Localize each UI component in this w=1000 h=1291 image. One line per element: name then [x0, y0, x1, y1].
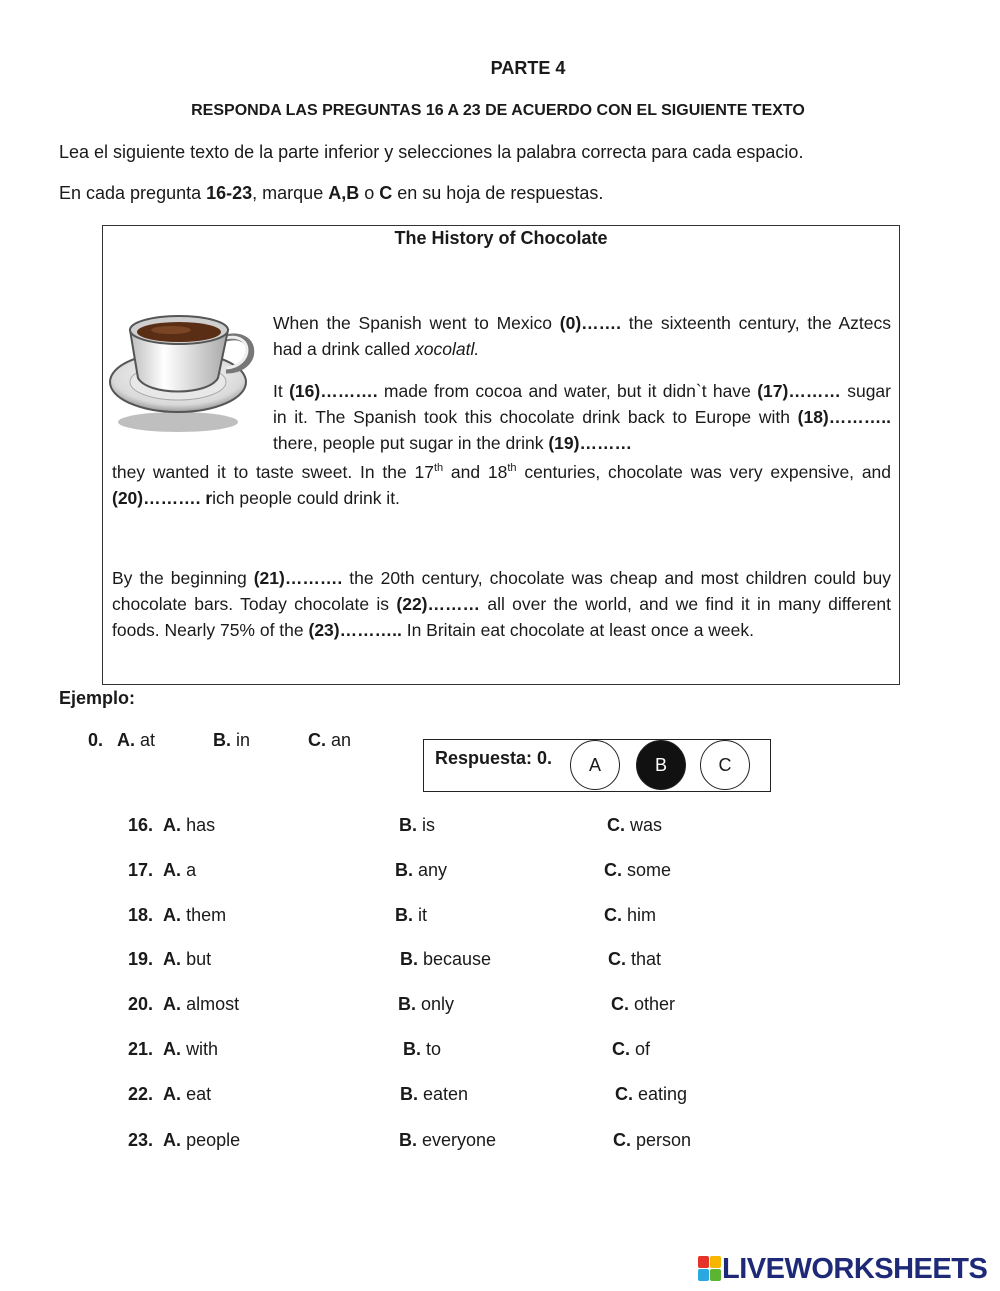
- option-letter: A.: [163, 905, 182, 925]
- option-letter: B.: [399, 815, 417, 835]
- option-letter: A.: [163, 1039, 182, 1059]
- question-number: 17.: [128, 860, 154, 880]
- question-number: 18.: [128, 905, 154, 925]
- passage-paragraph-2-top: It (16)………. made from cocoa and water, but it didn`t have (17)……… sugar in it. The Spanish took this chocolate drink back to Europe with (18)……….. there, people put sugar in the drink (19)………: [273, 381, 891, 453]
- question-17-option-b[interactable]: [395, 860, 447, 881]
- gap-19: (19)………: [548, 433, 632, 453]
- example-option-c: C. an: [308, 730, 352, 750]
- option-letter: A.: [163, 815, 182, 835]
- option-letter: B.: [395, 860, 413, 880]
- brand-logo: LIVEWORKSHEETS: [722, 1253, 988, 1285]
- answer-label: Respuesta: 0.: [435, 748, 553, 768]
- passage-title: The History of Chocolate: [394, 228, 608, 248]
- example-row: 0.: [88, 730, 104, 750]
- example-option-b: B. in: [213, 730, 251, 750]
- passage-paragraph-3: By the beginning (21)………. the 20th century, chocolate was cheap and most children could buy chocolate bars. Today chocolate is (22)……… all over the world, and we find it in many different foods. Nearly 75% of the (23)……….. In Britain eat chocolate at least once a week.: [112, 568, 892, 640]
- gap-23: (23)………..: [308, 620, 402, 640]
- option-letter: A.: [163, 860, 182, 880]
- passage-paragraph-2-bottom: they wanted it to taste sweet. In the 17th and 18th centuries, chocolate was very expensive, and (20)………. rich people could drink it.: [112, 461, 892, 508]
- passage-paragraph-1: When the Spanish went to Mexico (0)……. the sixteenth century, the Aztecs had a drink called xocolatl.: [273, 313, 892, 359]
- option-text: only: [421, 994, 455, 1014]
- option-text: was: [630, 815, 663, 835]
- option-letter: C.: [611, 994, 629, 1014]
- question-number: 16.: [128, 815, 154, 835]
- option-letter: C.: [604, 905, 622, 925]
- question-19-option-c[interactable]: [608, 949, 661, 970]
- question-20-option-b[interactable]: [398, 994, 454, 1015]
- question-23-option-b[interactable]: [399, 1130, 496, 1151]
- option-letter: C.: [615, 1084, 633, 1104]
- question-22-option-a[interactable]: [128, 1084, 211, 1105]
- option-text: eating: [638, 1084, 688, 1104]
- question-16-option-a[interactable]: [128, 815, 215, 836]
- option-text: any: [418, 860, 448, 880]
- option-letter: B.: [400, 1084, 418, 1104]
- option-text: of: [635, 1039, 651, 1059]
- question-16-option-b[interactable]: [399, 815, 435, 836]
- option-text: it: [418, 905, 428, 925]
- option-text: because: [423, 949, 492, 969]
- option-text: almost: [186, 994, 240, 1014]
- option-letter: B.: [398, 994, 416, 1014]
- option-text: person: [636, 1130, 692, 1150]
- question-19-option-b[interactable]: [400, 949, 491, 970]
- question-22-option-c[interactable]: [615, 1084, 687, 1105]
- question-18-option-a[interactable]: [128, 905, 226, 926]
- option-text: eaten: [423, 1084, 469, 1104]
- question-17-option-a[interactable]: [128, 860, 196, 881]
- gap-17: (17)………: [757, 381, 841, 401]
- question-23-option-a[interactable]: [128, 1130, 240, 1151]
- option-text: to: [426, 1039, 442, 1059]
- example-label: Ejemplo:: [59, 688, 136, 708]
- option-text: some: [627, 860, 672, 880]
- option-text: him: [627, 905, 657, 925]
- question-23-option-c[interactable]: [613, 1130, 691, 1151]
- option-letter: A.: [163, 949, 182, 969]
- question-18-option-b[interactable]: [395, 905, 427, 926]
- gap-21: (21)……….: [253, 568, 343, 588]
- option-letter: B.: [399, 1130, 417, 1150]
- question-16-option-c[interactable]: [607, 815, 662, 836]
- option-text: them: [186, 905, 227, 925]
- option-letter: B.: [395, 905, 413, 925]
- gap-20: (20)……….: [112, 487, 201, 508]
- option-letter: A.: [163, 1084, 182, 1104]
- question-21-option-c[interactable]: [612, 1039, 650, 1060]
- page-subtitle: RESPONDA LAS PREGUNTAS 16 A 23 DE ACUERDO CON EL SIGUIENTE TEXTO: [191, 102, 805, 119]
- option-text: other: [634, 994, 676, 1014]
- option-letter: C.: [607, 815, 625, 835]
- liveworksheets-logo-icon: [698, 1256, 722, 1282]
- question-19-option-a[interactable]: [128, 949, 211, 970]
- option-letter: C.: [613, 1130, 631, 1150]
- option-text: everyone: [422, 1130, 497, 1150]
- question-number: 23.: [128, 1130, 154, 1150]
- question-number: 20.: [128, 994, 154, 1014]
- option-text: that: [631, 949, 662, 969]
- question-20-option-c[interactable]: [611, 994, 675, 1015]
- page-title: PARTE 4: [490, 58, 566, 78]
- question-17-option-c[interactable]: [604, 860, 671, 881]
- gap-22: (22)………: [396, 594, 481, 614]
- question-number: 19.: [128, 949, 154, 969]
- option-letter: C.: [604, 860, 622, 880]
- question-22-option-b[interactable]: [400, 1084, 468, 1105]
- option-letter: C.: [608, 949, 626, 969]
- option-letter: A.: [163, 1130, 182, 1150]
- option-letter: B.: [400, 949, 418, 969]
- option-text: has: [186, 815, 216, 835]
- coffee-cup-icon: [108, 300, 258, 440]
- answer-circle-c[interactable]: C: [700, 740, 750, 790]
- question-21-option-a[interactable]: [128, 1039, 218, 1060]
- example-option-a: A. at: [117, 730, 156, 750]
- question-21-option-b[interactable]: [403, 1039, 441, 1060]
- option-text: eat: [186, 1084, 212, 1104]
- gap-18: (18)………..: [797, 407, 891, 427]
- question-18-option-c[interactable]: [604, 905, 656, 926]
- instruction-line-2: En cada pregunta 16-23, marque A,B o C en su hoja de respuestas.: [59, 183, 604, 203]
- option-letter: A.: [163, 994, 182, 1014]
- answer-circle-a[interactable]: A: [570, 740, 620, 790]
- option-text: with: [186, 1039, 219, 1059]
- option-letter: C.: [612, 1039, 630, 1059]
- question-number: 22.: [128, 1084, 154, 1104]
- answer-circle-b-selected[interactable]: B: [636, 740, 686, 790]
- option-text: is: [422, 815, 436, 835]
- question-number: 21.: [128, 1039, 154, 1059]
- gap-16: (16)……….: [289, 381, 378, 401]
- question-20-option-a[interactable]: [128, 994, 239, 1015]
- option-text: people: [186, 1130, 241, 1150]
- option-text: a: [186, 860, 197, 880]
- option-text: but: [186, 949, 212, 969]
- instruction-line-1: Lea el siguiente texto de la parte inferior y selecciones la palabra correcta para cada espacio.: [59, 142, 804, 162]
- option-letter: B.: [403, 1039, 421, 1059]
